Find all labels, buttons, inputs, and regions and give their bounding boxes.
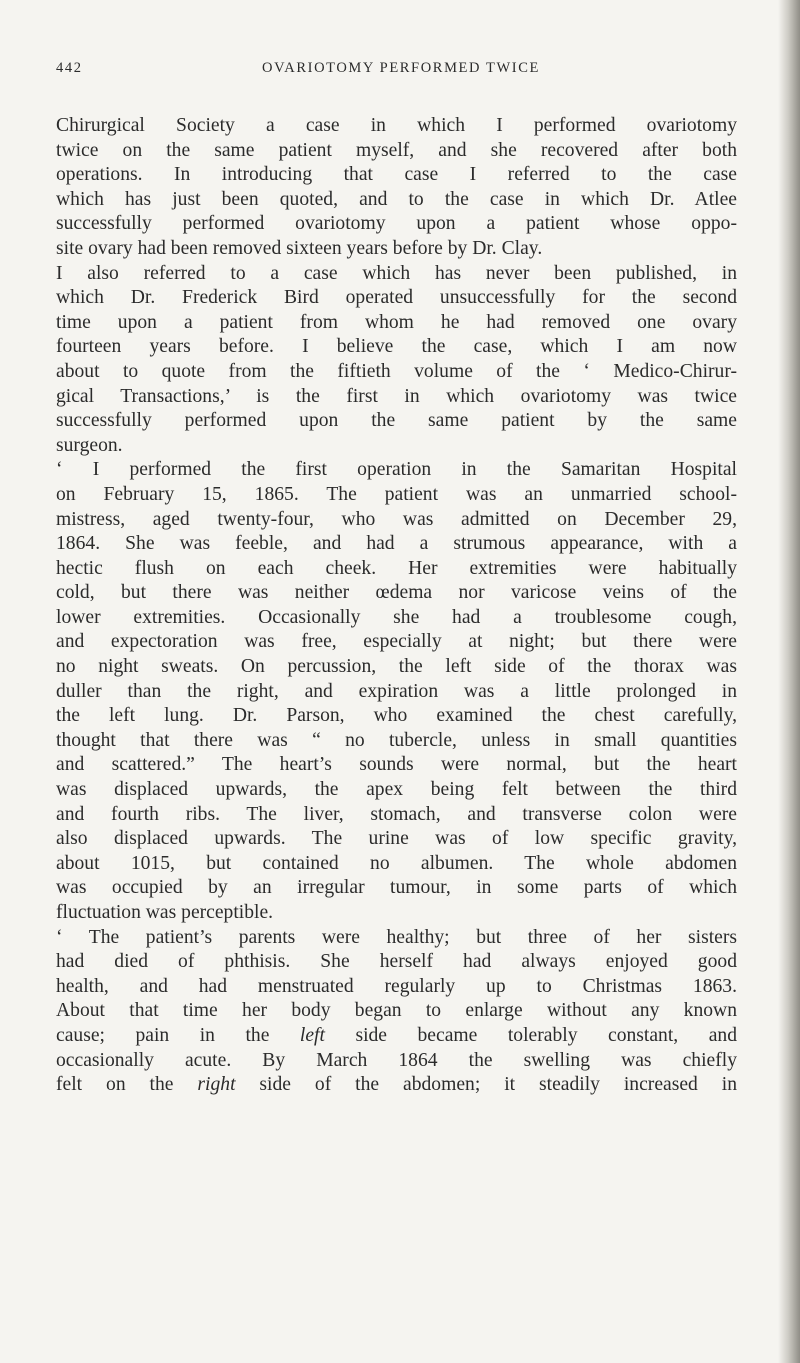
text-line-content: felt on the right side of the abdomen; it steadily increased in (56, 1074, 737, 1096)
text-line-content: successfully performed upon the same patient by the same (56, 410, 737, 432)
text-line (56, 483, 737, 508)
text-line (56, 778, 737, 803)
italic-word: left (299, 1024, 325, 1046)
text-line (56, 139, 737, 164)
text-line-content: mistress, aged twenty-four, who was admitted on December 29, (56, 508, 737, 530)
text-line (56, 975, 737, 1000)
text-line-content: which Dr. Frederick Bird operated unsuccessfully for the second (56, 287, 737, 309)
italic-word: right (197, 1074, 236, 1096)
text-line-content: occasionally acute. By March 1864 the swelling was chiefly (56, 1049, 737, 1071)
text-line-content: gical Transactions,’ is the first in which ovariotomy was twice (56, 385, 737, 407)
text-line (56, 926, 737, 951)
text-line (56, 385, 737, 410)
text-line (56, 753, 737, 778)
text-line (56, 360, 737, 385)
running-title: OVARIOTOMY PERFORMED TWICE (262, 60, 540, 76)
text-line (56, 434, 737, 459)
text-line-content: was occupied by an irregular tumour, in some parts of which (56, 877, 737, 899)
text-line-content: 1864. She was feeble, and had a strumous appearance, with a (56, 533, 737, 555)
text-line-content: site ovary had been removed sixteen years before by Dr. Clay. (56, 237, 543, 259)
text-line-content: and expectoration was free, especially at night; but there were (56, 631, 737, 653)
text-line (56, 680, 737, 705)
text-line (56, 188, 737, 213)
text-line-content: ‘ The patient’s parents were healthy; but three of her sisters (56, 926, 737, 948)
text-line-content: surgeon. (56, 434, 123, 456)
text-line (56, 581, 737, 606)
text-line (56, 557, 737, 582)
text-line-content: had died of phthisis. She herself had always enjoyed good (56, 951, 737, 973)
body-text (56, 114, 737, 1098)
text-line (56, 1024, 737, 1049)
text-line-content: About that time her body began to enlarge without any known (56, 1000, 737, 1022)
text-line-content: time upon a patient from whom he had removed one ovary (56, 311, 737, 333)
text-line-content: hectic flush on each cheek. Her extremities were habitually (56, 557, 737, 579)
text-line-content: health, and had menstruated regularly up to Christmas 1863. (56, 975, 737, 997)
text-line-content: and scattered.” The heart’s sounds were normal, but the heart (56, 754, 737, 776)
text-line-content: and fourth ribs. The liver, stomach, and transverse colon were (56, 803, 737, 825)
text-line-content: about 1015, but contained no albumen. The whole abdomen (56, 852, 737, 874)
text-line (56, 852, 737, 877)
text-line-content: fourteen years before. I believe the case, which I am now (56, 336, 737, 358)
text-line (56, 532, 737, 557)
text-line (56, 458, 737, 483)
text-line (56, 655, 737, 680)
text-line (56, 237, 737, 262)
text-line (56, 803, 737, 828)
text-line-content: on February 15, 1865. The patient was an unmarried school- (56, 483, 737, 505)
text-line (56, 409, 737, 434)
text-line-content: which has just been quoted, and to the case in which Dr. Atlee (56, 188, 737, 210)
text-line-content: cold, but there was neither œdema nor varicose veins of the (56, 582, 737, 604)
text-line (56, 114, 737, 139)
text-line (56, 212, 737, 237)
text-line (56, 704, 737, 729)
text-line (56, 729, 737, 754)
text-line-content: also displaced upwards. The urine was of low specific gravity, (56, 828, 737, 850)
text-line (56, 262, 737, 287)
text-line (56, 335, 737, 360)
text-line (56, 606, 737, 631)
page-number: 442 (56, 60, 83, 76)
text-line (56, 1073, 737, 1098)
text-line (56, 950, 737, 975)
text-line-content: operations. In introducing that case I referred to the case (56, 164, 737, 186)
text-line-content: successfully performed ovariotomy upon a patient whose oppo- (56, 213, 737, 235)
text-line (56, 508, 737, 533)
text-line-content: Chirurgical Society a case in which I performed ovariotomy (56, 115, 737, 136)
text-line-content: duller than the right, and expiration was a little prolonged in (56, 680, 737, 702)
text-line-content: was displaced upwards, the apex being felt between the third (56, 779, 737, 801)
text-line (56, 876, 737, 901)
text-line-content: twice on the same patient myself, and she recovered after both (56, 139, 737, 161)
text-line (56, 901, 737, 926)
text-line-content: no night sweats. On percussion, the left side of the thorax was (56, 656, 737, 678)
text-line-content: ‘ I performed the first operation in the Samaritan Hospital (56, 459, 737, 481)
text-line-content: fluctuation was perceptible. (56, 902, 274, 923)
text-line-content: thought that there was “ no tubercle, unless in small quantities (56, 729, 737, 751)
text-line (56, 999, 737, 1024)
text-line-content: lower extremities. Occasionally she had a troublesome cough, (56, 606, 737, 628)
text-line-content: the left lung. Dr. Parson, who examined the chest carefully, (56, 705, 737, 727)
page-edge-shadow (778, 0, 800, 1363)
text-line (56, 827, 737, 852)
text-line-content: cause; pain in the left side became tolerably constant, and (56, 1024, 737, 1046)
text-line (56, 1049, 737, 1074)
text-line-content: I also referred to a case which has never been published, in (56, 262, 737, 284)
text-line (56, 311, 737, 336)
text-line (56, 286, 737, 311)
text-line (56, 163, 737, 188)
text-line (56, 630, 737, 655)
text-line-content: about to quote from the fiftieth volume of the ‘ Medico-Chirur- (56, 360, 737, 382)
page-header (56, 60, 746, 86)
